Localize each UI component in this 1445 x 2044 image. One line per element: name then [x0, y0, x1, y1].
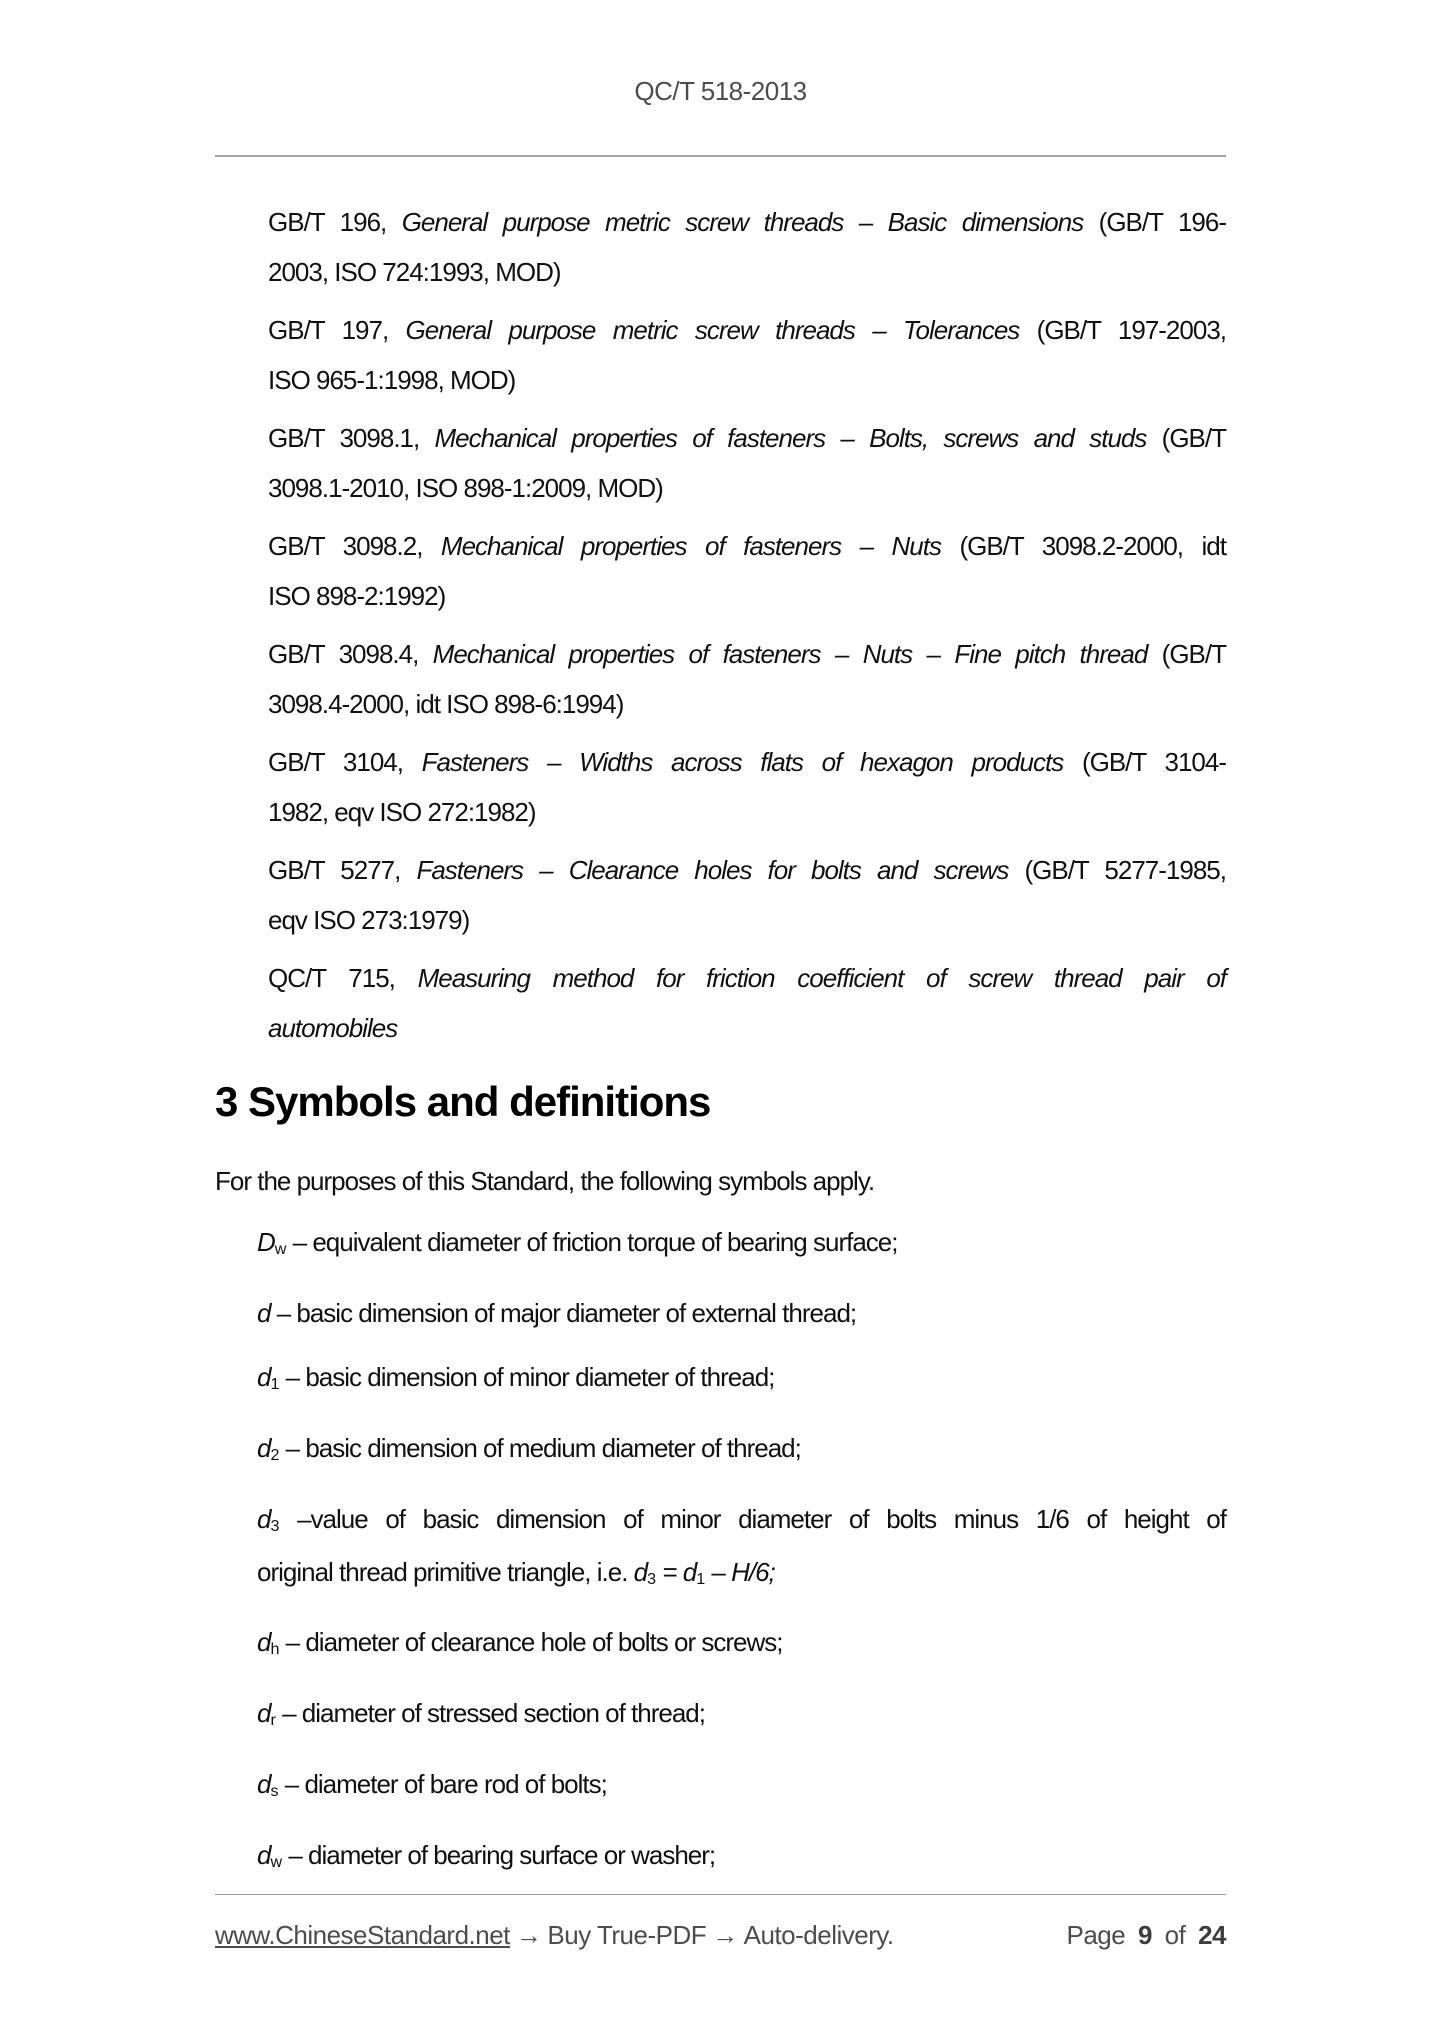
- footer-promo: [215, 1919, 894, 1951]
- reference-item: [268, 845, 1226, 945]
- section-heading: 3 Symbols and definitions: [215, 1078, 711, 1125]
- symbol-definition-item-line: d1 – basic dimension of minor diameter of thread;: [257, 1361, 775, 1393]
- reference-item-line: ISO 965-1:1998, MOD): [268, 365, 516, 395]
- symbol-definition-item: [257, 1425, 1226, 1478]
- symbol-definition-item: [257, 1354, 1226, 1407]
- symbol-definition-item: [257, 1219, 1226, 1272]
- reference-item-line: ISO 898-2:1992): [268, 581, 446, 611]
- symbol-definition-item-line: dr – diameter of stressed section of thread;: [257, 1698, 705, 1730]
- intro-paragraph: For the purposes of this Standard, the following symbols apply.: [215, 1166, 875, 1196]
- reference-item: [268, 953, 1226, 1053]
- symbol-definition-item: [257, 1690, 1226, 1743]
- standard-number-header: QC/T 518-2013: [634, 76, 807, 106]
- reference-item: [268, 629, 1226, 729]
- footer-divider: [215, 1894, 1226, 1895]
- website-link[interactable]: www.ChineseStandard.net: [215, 1920, 510, 1950]
- symbol-definition-item-line: dh – diameter of clearance hole of bolts or screws;: [257, 1627, 783, 1659]
- symbol-definition-item-line: Dw – equivalent diameter of friction torque of bearing surface;: [257, 1227, 898, 1258]
- reference-item-line: 1982, eqv ISO 272:1982): [268, 797, 536, 827]
- reference-item: [268, 737, 1226, 837]
- page-label: Page: [1066, 1920, 1126, 1950]
- reference-item-line: GB/T 3098.1, Mechanical properties of fasteners – Bolts, screws and studs (GB/T: [268, 423, 1227, 453]
- reference-item-line: GB/T 3098.4, Mechanical properties of fasteners – Nuts – Fine pitch thread (GB/T: [268, 639, 1226, 669]
- buy-pdf-text: Buy True-PDF: [547, 1920, 707, 1950]
- total-page-count: 24: [1198, 1920, 1226, 1950]
- reference-item-line: eqv ISO 273:1979): [268, 905, 470, 935]
- reference-item-line: 3098.1-2010, ISO 898-1:2009, MOD): [268, 473, 663, 503]
- symbol-definition-item: [257, 1761, 1226, 1814]
- of-label: of: [1164, 1920, 1186, 1950]
- symbol-definition-item: [257, 1290, 1226, 1336]
- symbol-definition-item: [257, 1832, 1226, 1885]
- reference-item: [268, 521, 1226, 621]
- arrow-icon: →: [515, 1920, 542, 1950]
- symbol-definition-item-line: original thread primitive triangle, i.e. d3 = d1 – H/6;: [257, 1556, 775, 1588]
- page-indicator: [1066, 1919, 1226, 1951]
- reference-item: [268, 305, 1226, 405]
- reference-item-line: 3098.4-2000, idt ISO 898-6:1994): [268, 689, 624, 719]
- current-page-number: 9: [1137, 1920, 1152, 1950]
- symbol-definition-item-line: dw – diameter of bearing surface or washer;: [257, 1840, 716, 1872]
- header-divider: [215, 155, 1226, 157]
- symbol-definition-item: [257, 1619, 1226, 1672]
- reference-item-line: GB/T 3098.2, Mechanical properties of fasteners – Nuts (GB/T 3098.2-2000, idt: [268, 531, 1226, 561]
- symbol-definition-item-line: ds – diameter of bare rod of bolts;: [257, 1769, 607, 1801]
- reference-item-line: GB/T 197, General purpose metric screw threads – Tolerances (GB/T 197-2003,: [268, 315, 1227, 345]
- symbol-definitions-list: [215, 1219, 1226, 1885]
- reference-item-line: 2003, ISO 724:1993, MOD): [268, 257, 561, 287]
- reference-item-line: QC/T 715, Measuring method for friction coefficient of screw thread pair of: [268, 963, 1227, 993]
- reference-item-line: GB/T 196, General purpose metric screw threads – Basic dimensions (GB/T 196-: [268, 207, 1226, 237]
- normative-references-list: [215, 197, 1226, 1053]
- reference-item: [268, 197, 1226, 297]
- arrow-icon: →: [712, 1920, 738, 1950]
- symbol-definition-item-line: d – basic dimension of major diameter of external thread;: [257, 1297, 857, 1328]
- reference-item-line: GB/T 3104, Fasteners – Widths across flats of hexagon products (GB/T 3104-: [268, 747, 1226, 777]
- reference-item-line: GB/T 5277, Fasteners – Clearance holes for bolts and screws (GB/T 5277-1985,: [268, 855, 1226, 885]
- page-footer: [215, 1894, 1226, 1951]
- reference-item: [268, 413, 1226, 513]
- reference-item-line: automobiles: [268, 1013, 398, 1043]
- auto-delivery-text: Auto-delivery.: [743, 1920, 894, 1950]
- symbol-definition-item: [257, 1496, 1226, 1602]
- symbol-definition-item-line: d3 –value of basic dimension of minor diameter of bolts minus 1/6 of height of: [257, 1503, 1226, 1535]
- symbol-definition-item-line: d2 – basic dimension of medium diameter of thread;: [257, 1432, 801, 1464]
